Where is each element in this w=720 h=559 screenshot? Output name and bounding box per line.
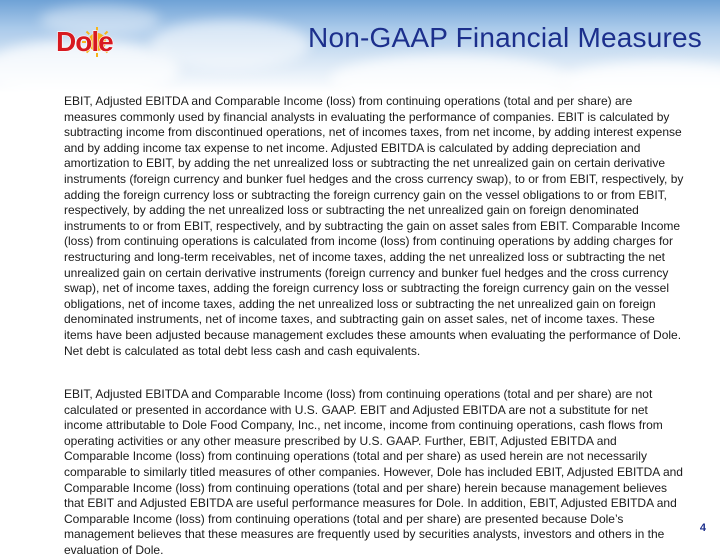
paragraph-disclaimer: EBIT, Adjusted EBITDA and Comparable Income (loss) from continuing operations (total and per share) are not calculated or presented in accordance with U.S. GAAP. EBIT and Adjusted EBITDA are not a substitute for net income attributable to Dole Food Company, Inc., net income, income from continuing operations, cash flows from operating activities or any other measure prescribed by U.S. GAAP. Further, EBIT, Adjusted EBITDA and Comparable Income (loss) from continuing operations (total and per share) as used herein are not necessarily comparable to similarly titled measures of other companies. However, Dole has included EBIT, Adjusted EBITDA and Comparable Income (loss) from continuing operations (total and per share) herein because management believes that EBIT and Adjusted EBITDA are useful performance measures for Dole. In addition, EBIT, Adjusted EBITDA and Comparable Income (loss) from continuing operations (total and per share) are presented because Dole’s management believes that these measures are frequently used by securities analysts, investors and others in the evaluation of Dole. bbox=[64, 387, 683, 558]
header-banner bbox=[0, 0, 720, 92]
body-content bbox=[64, 94, 684, 559]
page-number: 4 bbox=[699, 522, 706, 534]
paragraph-definitions: EBIT, Adjusted EBITDA and Comparable Income (loss) from continuing operations (total and per share) are measures commonly used by financial analysts in evaluating the performance of companies. EBIT is calculated by subtracting income from discontinued operations, net of incomes taxes, from net income, by adding interest expense and by adding income tax expense to net income. Adjusted EBITDA is calculated by adding depreciation and amortization to EBIT, by adding the net unrealized loss or subtracting the net unrealized gain on certain derivative instruments (foreign currency and bunker fuel hedges and the cross currency swap), to or from EBIT, respectively, by adding the foreign currency loss or subtracting the foreign currency gain on the vessel obligations to or from EBIT, respectively, by adding the net unrealized loss or subtracting the net unrealized gain on foreign denominated instruments to or from EBIT, respectively, and by subtracting the gain on asset sales from EBIT. Comparable Income (loss) from continuing operations is calculated from income (loss) from continuing operations by adding charges for restructuring and long-term receivables, net of income taxes, adding the net unrealized loss or subtracting the net unrealized gain on certain derivative instruments (foreign currency and bunker fuel hedges and the cross currency swap), net of income taxes, adding the foreign currency loss or subtracting the foreign currency gain on the vessel obligations, net of income taxes, adding the net unrealized loss or subtracting the net unrealized gain on foreign denominated instruments, net of income taxes, and subtracting gain on asset sales, net of income taxes. These items have been adjusted because management excludes these amounts when evaluating the performance of Dole. Net debt is calculated as total debt less cash and cash equivalents. bbox=[64, 94, 684, 358]
cloud-decoration bbox=[330, 55, 570, 92]
dole-logo bbox=[52, 18, 138, 66]
svg-text:Dole: Dole bbox=[56, 26, 113, 57]
page-title: Non-GAAP Financial Measures bbox=[308, 22, 702, 53]
cloud-decoration bbox=[150, 20, 310, 70]
cloud-decoration bbox=[560, 62, 720, 92]
